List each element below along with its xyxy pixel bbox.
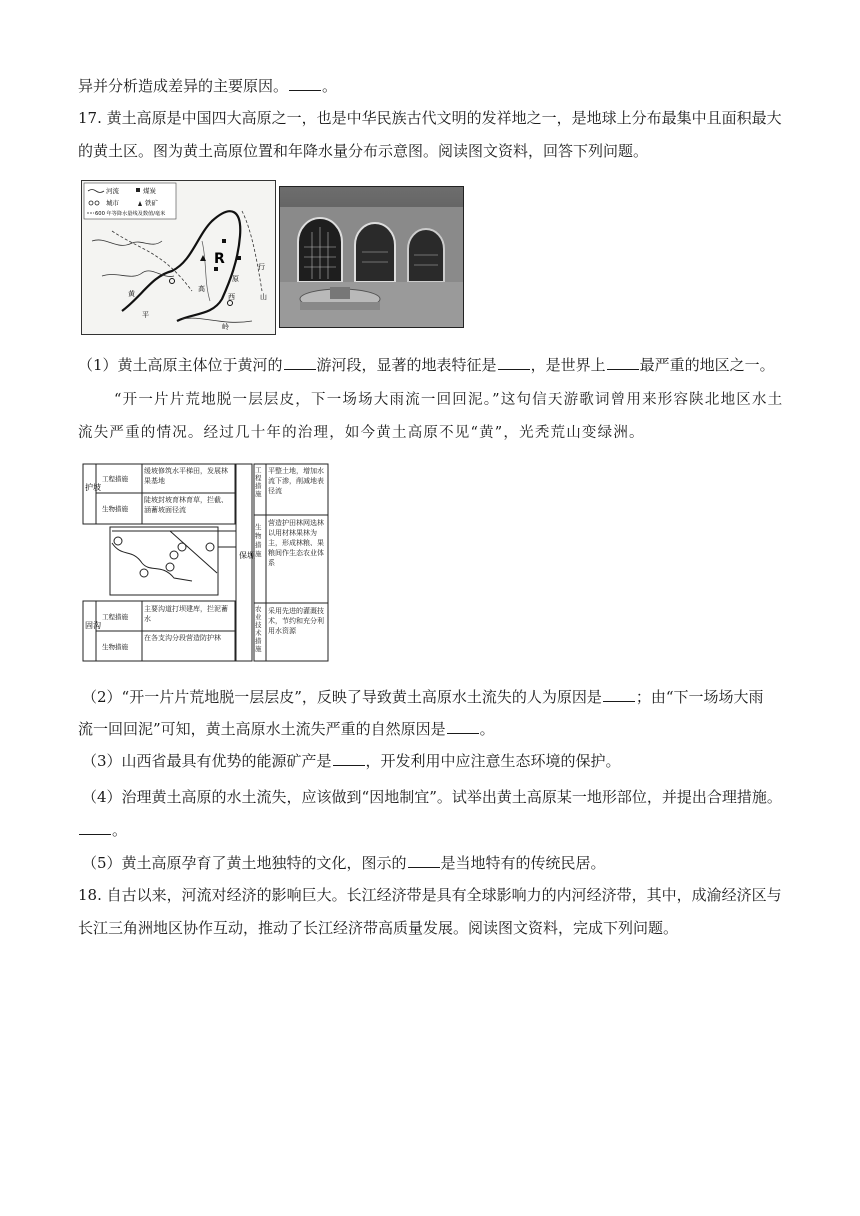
svg-text:工程措施: 工程措施 <box>102 613 128 621</box>
answer-blank <box>408 853 440 868</box>
answer-blank <box>333 751 365 766</box>
poem-line-1: “开一片片荒地脱一层层皮，下一场场大雨流一回回泥。”这句信天游歌词曾用来形容陕北地区水土 <box>114 392 784 408</box>
question-18-line-1: 18. 自古以来，河流对经济的影响巨大。长江经济带是具有全球影响力的内河经济带，其中，成渝经济区与 <box>78 886 782 904</box>
map-place: 山 <box>260 293 267 301</box>
legend-isohyet: 600 年等降水量线及数值/毫米 <box>95 211 166 217</box>
soil-conservation-diagram: 护坡 工程措施 生物措施 缓坡修筑水平梯田，发展林果基地 陡坡封坡育林育草，拦截、涵蓄坡面径流 固沟 工程措施 生物措施 主要沟道打坝建库，拦泥蓄水 在各支沟分段营造防护林 保塬 工程措施 生物措施 农业技术措施 平整土地，增加水流下渗，削减地表径流 营造护田林网选林以用材林果林为主，形成林粮、果粮间作生态农业体系 采用先进的灌溉技术，节约和充分利用水资源 <box>82 463 330 663</box>
loess-plateau-map <box>81 180 276 335</box>
legend-iron: 铁矿 <box>145 199 158 207</box>
question-17-line-2: 的黄土区。图为黄土高原位置和年降水量分布示意图。阅读图文资料，回答下列问题。 <box>78 142 649 160</box>
legend-city: 城市 <box>106 199 119 207</box>
map-place: 行 <box>258 263 265 271</box>
map-place: 黄 <box>128 290 135 298</box>
map-place: 平 <box>142 311 149 319</box>
answer-blank <box>79 820 111 835</box>
svg-text:生物措施: 生物措施 <box>102 505 128 513</box>
map-place: 原 <box>232 275 239 283</box>
svg-text:生物措施: 生物措施 <box>102 643 128 651</box>
answer-blank <box>447 719 479 734</box>
legend-coal: 煤炭 <box>143 187 156 195</box>
answer-blank <box>289 76 321 91</box>
question-18-line-2: 长江三角洲地区协作互动，推动了长江经济带高质量发展。阅读图文资料，完成下列问题。 <box>78 919 679 937</box>
poem-line-2: 流失严重的情况。经过几十年的治理，如今黄土高原不见“黄”，光秃荒山变绿洲。 <box>78 425 645 441</box>
sub-question-4-line-1: （4）治理黄土高原的水土流失，应该做到“因地制宜”。试举出黄土高原某一地形部位，并提出合理措施。 <box>82 788 782 806</box>
map-place: 西 <box>228 293 235 301</box>
sub-question-2-line-1: （2）“开一片片荒地脱一层层皮”，反映了导致黄土高原水土流失的人为原因是 ；由“下一场场大雨 <box>82 688 764 706</box>
question-17-line-1: 17. 黄土高原是中国四大高原之一，也是中华民族古代文明的发祥地之一，是地球上分布最集中且面积最大 <box>78 109 782 127</box>
sub-question-4-line-2: 。 <box>78 820 127 840</box>
sub-question-5: （5）黄土高原孕育了黄土地独特的文化，图示的 是当地特有的传统民居。 <box>82 854 606 872</box>
map-place: 岭 <box>222 323 229 331</box>
label-gugou: 固沟 <box>85 621 101 630</box>
cave-dwelling-photo <box>279 186 464 328</box>
sub-question-3: （3）山西省最具有优势的能源矿产是 ，开发利用中应注意生态环境的保护。 <box>82 752 621 770</box>
sub-question-2-line-2: 流一回回泥”可知，黄土高原水土流失严重的自然原因是 。 <box>78 720 495 738</box>
answer-blank <box>284 355 316 370</box>
answer-blank <box>498 355 530 370</box>
label-hupo: 护坡 <box>85 483 101 492</box>
map-label-R: R <box>214 251 225 267</box>
label-baoyuan: 保塬 <box>239 551 255 560</box>
text-line: 异并分析造成差异的主要原因。 。 <box>78 77 338 95</box>
svg-text:工程措施: 工程措施 <box>102 475 128 483</box>
map-place: 高 <box>198 285 205 293</box>
legend-river: 河流 <box>106 187 119 195</box>
answer-blank <box>603 687 635 702</box>
answer-blank <box>607 355 639 370</box>
sub-question-1: （1）黄土高原主体位于黄河的 游河段，显著的地表特征是 ，是世界上 最严重的地区之一。 <box>78 356 775 374</box>
